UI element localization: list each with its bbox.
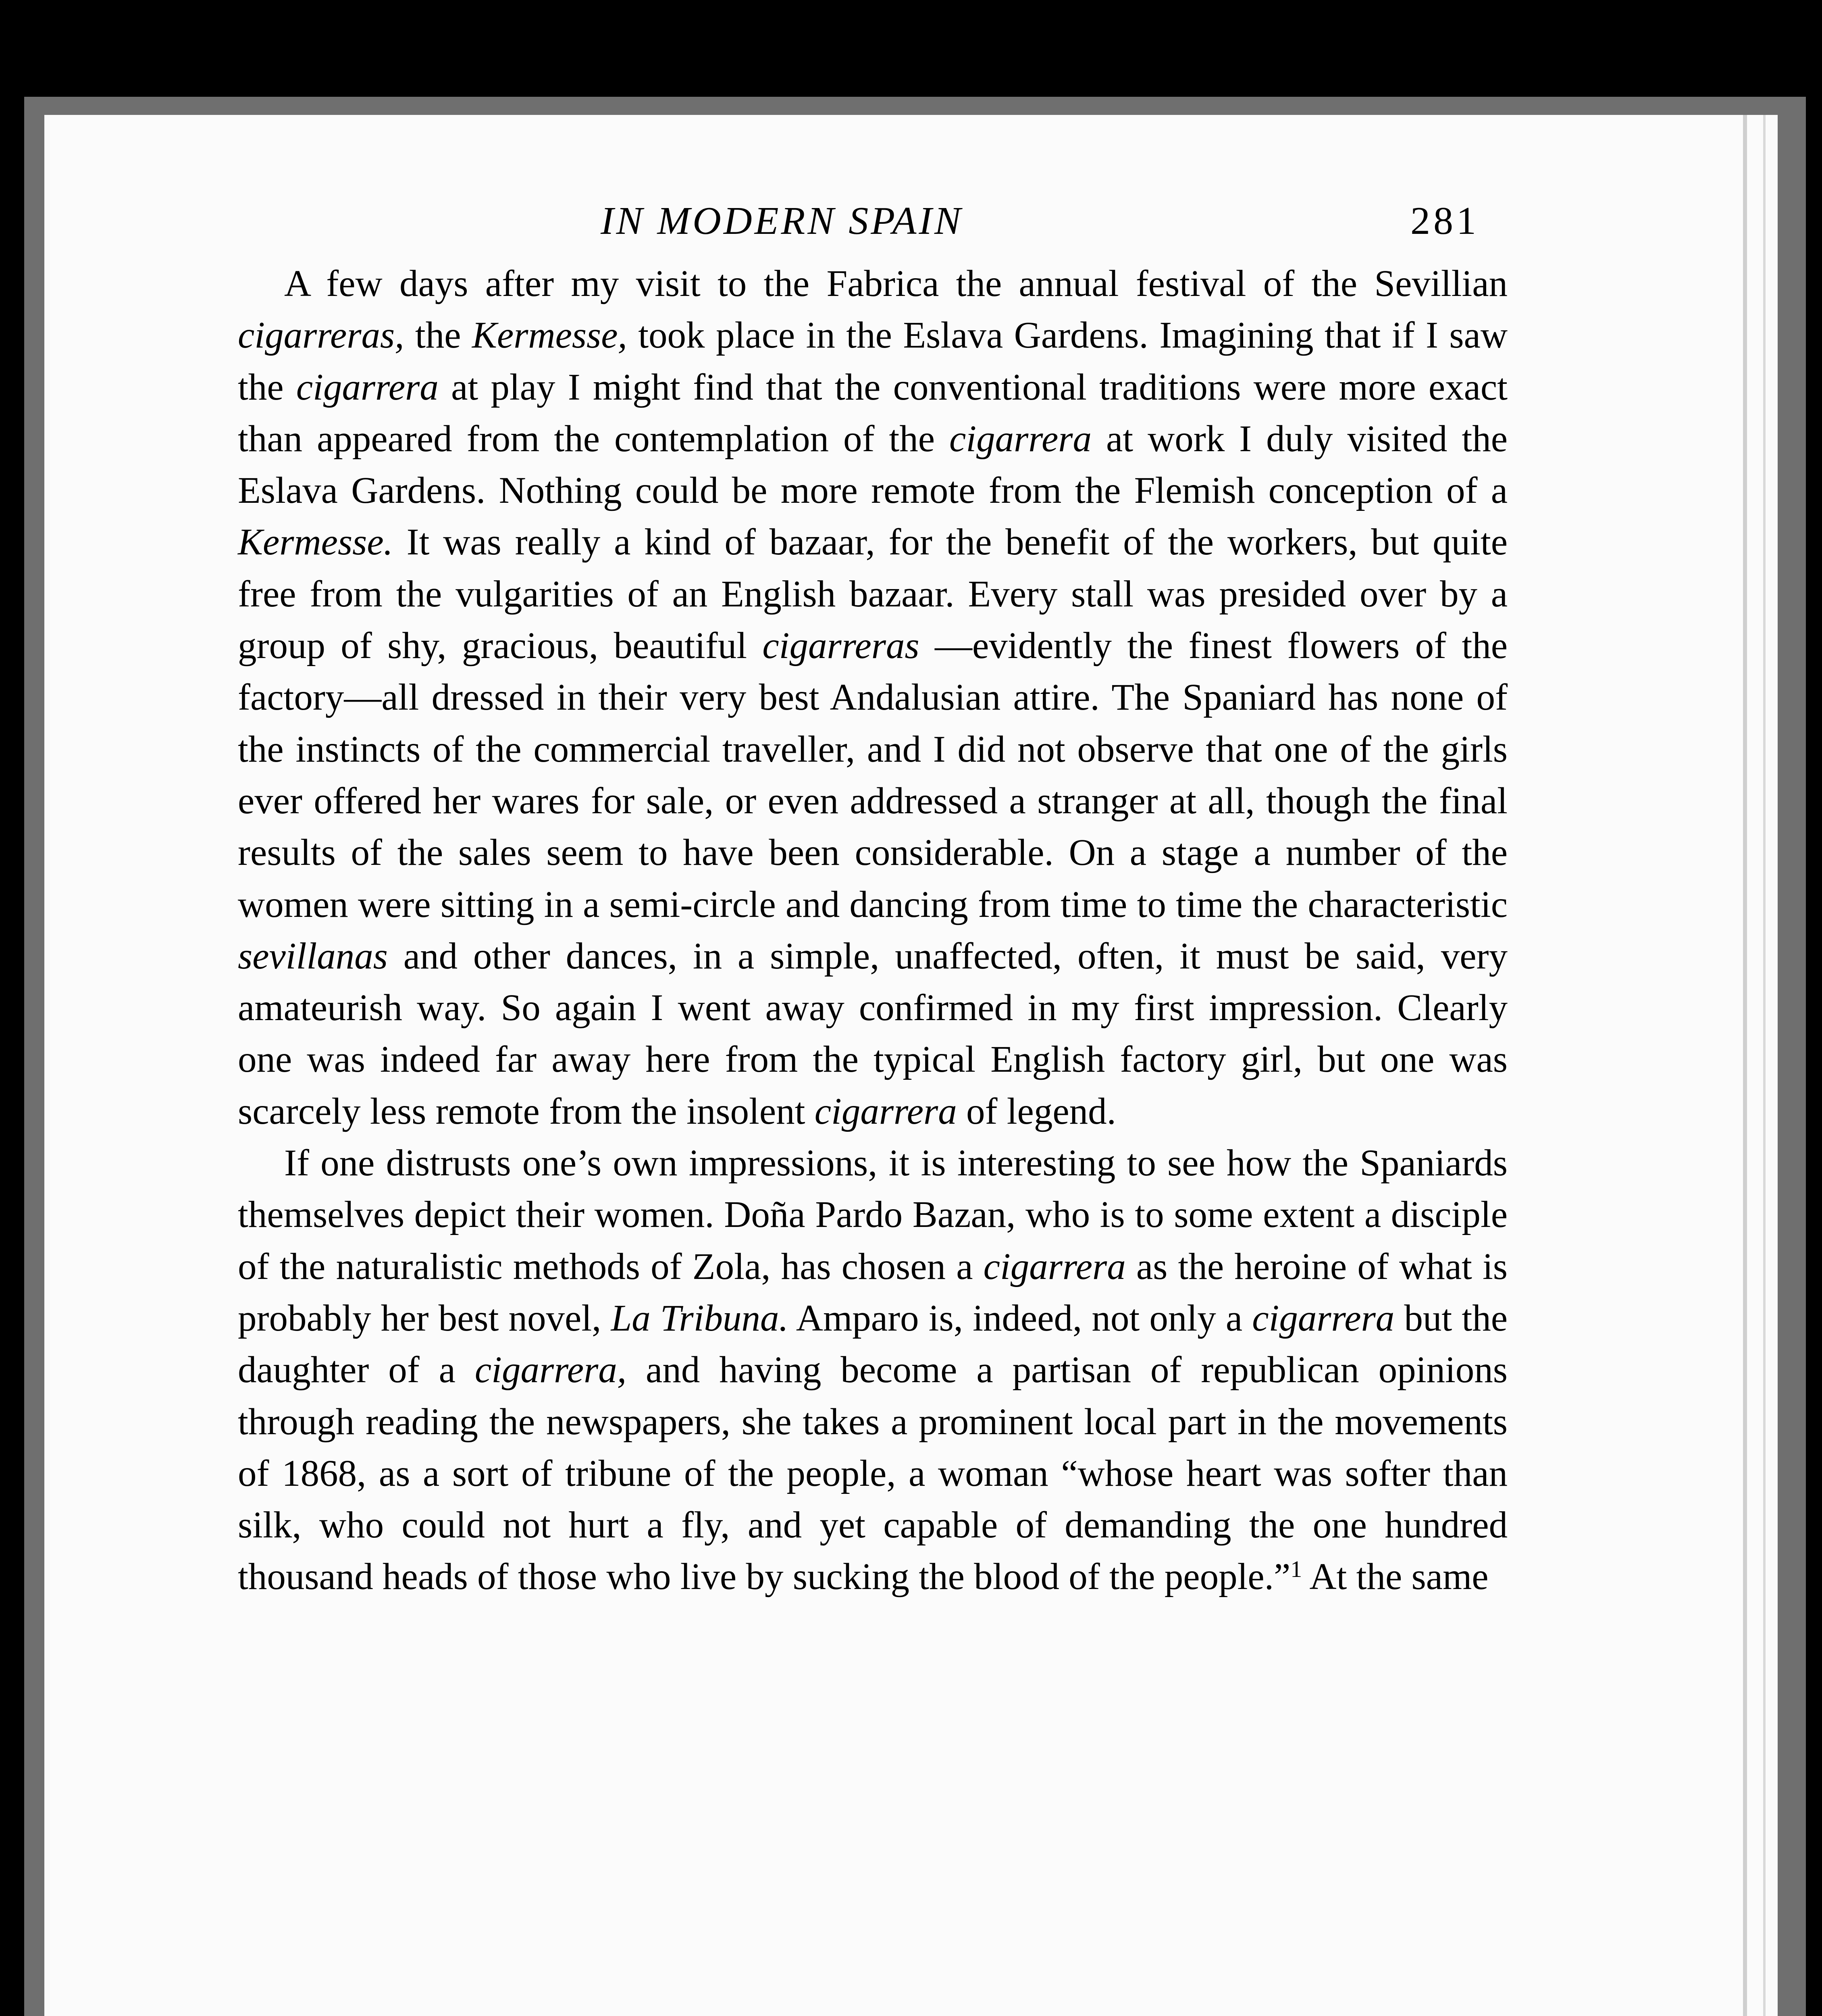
text-run: It was really a kind of bazaar, for the benefit of the workers, but quite free from the vulgarities of an English bazaar. Every stall was presided over by a group of shy, gracious, beautiful: [238, 521, 1508, 667]
body-text: [238, 258, 1508, 2016]
page-number: 281: [1410, 199, 1479, 243]
text-run: and other dances, in a simple, unaffected, often, it must be said, very amateurish way. So again I went away confirmed in my first impression. Clearly one was indeed far away here from the typical English factory girl, but one was scarcely less remote from the insolent: [238, 935, 1508, 1132]
italic-term: cigarrera: [949, 418, 1092, 460]
text-run: but the daughter of a: [238, 1297, 1508, 1391]
page-header: [601, 193, 1479, 249]
italic-term: cigarreras,: [238, 314, 404, 356]
text-run: at work I duly visited the Eslava Gardens. Nothing could be more remote from the Flemish conception of a: [238, 418, 1508, 512]
text-run: and having become a partisan of republican opinions through reading the newspapers, she takes a prominent local part in the movements of 1868, as a sort of tribune of the people, a woman “whose heart was softer than silk, who could not hurt a fly, and yet capable of demanding the one hundred thousand heads of those who live by sucking the blood of the people.”: [238, 1349, 1508, 1598]
text-run: as the heroine of what is probably her best novel,: [238, 1245, 1508, 1339]
text-run: If one distrusts one’s own impressions, it is interesting to see how the Spaniards themselves depict their women. Doña Pardo Bazan, who is to some extent a disciple of the naturalistic methods of Zola, has chosen a: [238, 1142, 1508, 1287]
italic-term: cigarreras: [762, 625, 919, 667]
page-edge: [1743, 115, 1766, 2016]
paragraph: [238, 258, 1508, 1137]
running-head: IN MODERN SPAIN: [601, 199, 963, 243]
italic-term: sevillanas: [238, 935, 388, 977]
paragraph: [238, 1137, 1508, 1603]
italic-term: Kermesse,: [472, 314, 627, 356]
italic-term: La Tribuna.: [611, 1297, 788, 1339]
text-run: took place in the Eslava Gardens. Imagining that if I saw the: [238, 314, 1508, 408]
text-run: the: [404, 314, 472, 356]
italic-term: cigarrera: [1252, 1297, 1395, 1339]
italic-term: cigarrera,: [474, 1349, 627, 1391]
text-run: —evidently the finest flowers of the factory—all dressed in their very best Andalusian attire. The Spaniard has none of the instincts of the commercial traveller, and I did not observe that one of the girls ever offered her wares for sale, or even addressed a stranger at all, though the final results of the sales seem to have been considerable. On a stage a number of the women were sitting in a semi-circle and dancing from time to time the characteristic: [238, 625, 1508, 925]
text-run: of legend.: [957, 1090, 1116, 1132]
text-run: At the same: [1302, 1556, 1489, 1598]
italic-term: cigarrera: [814, 1090, 957, 1132]
text-run: A few days after my visit to the Fabrica the annual festival of the Sevillian: [284, 263, 1508, 304]
italic-term: Kermesse.: [238, 521, 393, 563]
text-run: Amparo is, indeed, not only a: [788, 1297, 1252, 1339]
footnote-reference: 1: [1290, 1556, 1302, 1583]
text-run: at play I might find that the conventional traditions were more exact than appeared from the contemplation of the: [238, 366, 1508, 460]
italic-term: cigarrera: [296, 366, 439, 408]
italic-term: cigarrera: [983, 1245, 1126, 1287]
